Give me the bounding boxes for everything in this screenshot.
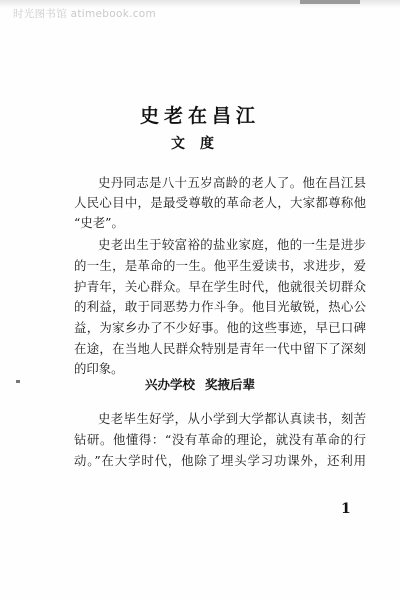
section-heading-part: 奖掖后辈 (205, 377, 256, 392)
body-line: 的一生，是革命的一生。他平生爱读书，求进步，爱 (74, 258, 366, 273)
body-line: 史老出生于较富裕的盐业家庭，他的一生是进步 (98, 237, 366, 252)
page-number: 1 (341, 501, 351, 517)
watermark: 时光图书馆 atimebook.com (13, 8, 157, 20)
article-author: 文度 (171, 136, 229, 152)
body-line: 的利益，敢于同恶势力作斗争。他目光敏锐，热心公 (74, 299, 366, 314)
section-heading-part: 兴办学校 (144, 377, 195, 392)
article-title: 史老在昌江 (139, 105, 260, 127)
body-line: 护青年，关心群众。早在学生时代，他就很关切群众 (74, 279, 366, 294)
body-line: 史老毕生好学，从小学到大学都认真读书，刻苦 (98, 411, 366, 426)
body-line: 动。”在大学时代，他除了埋头学习功课外，还利用 (74, 453, 366, 468)
section-heading (0, 375, 400, 393)
body-line: 在途，在当地人民群众特别是青年一代中留下了深刻 (74, 341, 366, 356)
body-line: “史老”。 (74, 215, 124, 230)
body-line: 人民心目中，是最受尊敬的革命老人，大家都尊称他 (74, 195, 366, 210)
body-line: 益，为家乡办了不少好事。他的这些事迹，早已口碑 (74, 320, 366, 335)
body-line: 的印象。 (74, 361, 124, 376)
body-line: 史丹同志是八十五岁高龄的老人了。他在昌江县 (98, 175, 366, 190)
body-line: 钻研。他懂得：“没有革命的理论，就没有革命的行 (74, 432, 366, 447)
top-edge-rule (300, 0, 360, 4)
